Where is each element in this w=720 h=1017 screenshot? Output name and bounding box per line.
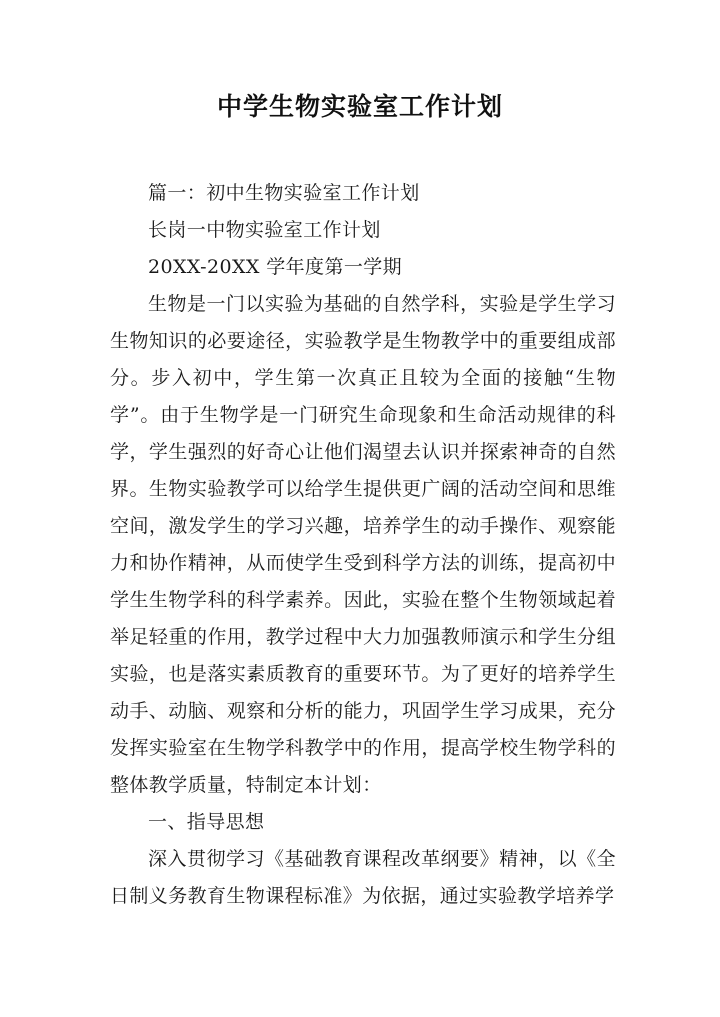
intro-paragraph: 生物是一门以实验为基础的自然学科，实验是学生学习生物知识的必要途径，实验教学是生物教学中的重要组成部分。步入初中，学生第一次真正且较为全面的接触“生物学”。由于生物学是一门研究生命现象和生命活动规律的科学，学生强烈的好奇心让他们渴望去认识并探索神奇的自然界。生物实验教学可以给学生提供更广阔的活动空间和思维空间，激发学生的学习兴趣，培养学生的动手操作、观察能力和协作精神，从而使学生受到科学方法的训练，提高初中学生生物学科的科学素养。因此，实验在整个生物领域起着举足轻重的作用，教学过程中大力加强教师演示和学生分组实验，也是落实素质教育的重要环节。为了更好的培养学生动手、动脑、观察和分析的能力，巩固学生学习成果，充分发挥实验室在生物学科教学中的作用，提高学校生物学科的整体教学质量，特制定本计划： [110, 293, 616, 796]
school-term: 20XX-20XX 学年度第一学期 [148, 256, 403, 278]
document-body [110, 175, 616, 915]
guiding-ideology-paragraph: 深入贯彻学习《基础教育课程改革纲要》精神，以《全日制义务教育生物课程标准》为依据，通过实验教学培养学 [110, 848, 616, 907]
document-title: 中学生物实验室工作计划 [216, 92, 503, 121]
section-heading-part-one: 篇一：初中生物实验室工作计划 [148, 182, 420, 204]
section-heading-guiding-ideology: 一、指导思想 [148, 811, 265, 833]
plan-subtitle: 长岗一中物实验室工作计划 [148, 219, 381, 241]
